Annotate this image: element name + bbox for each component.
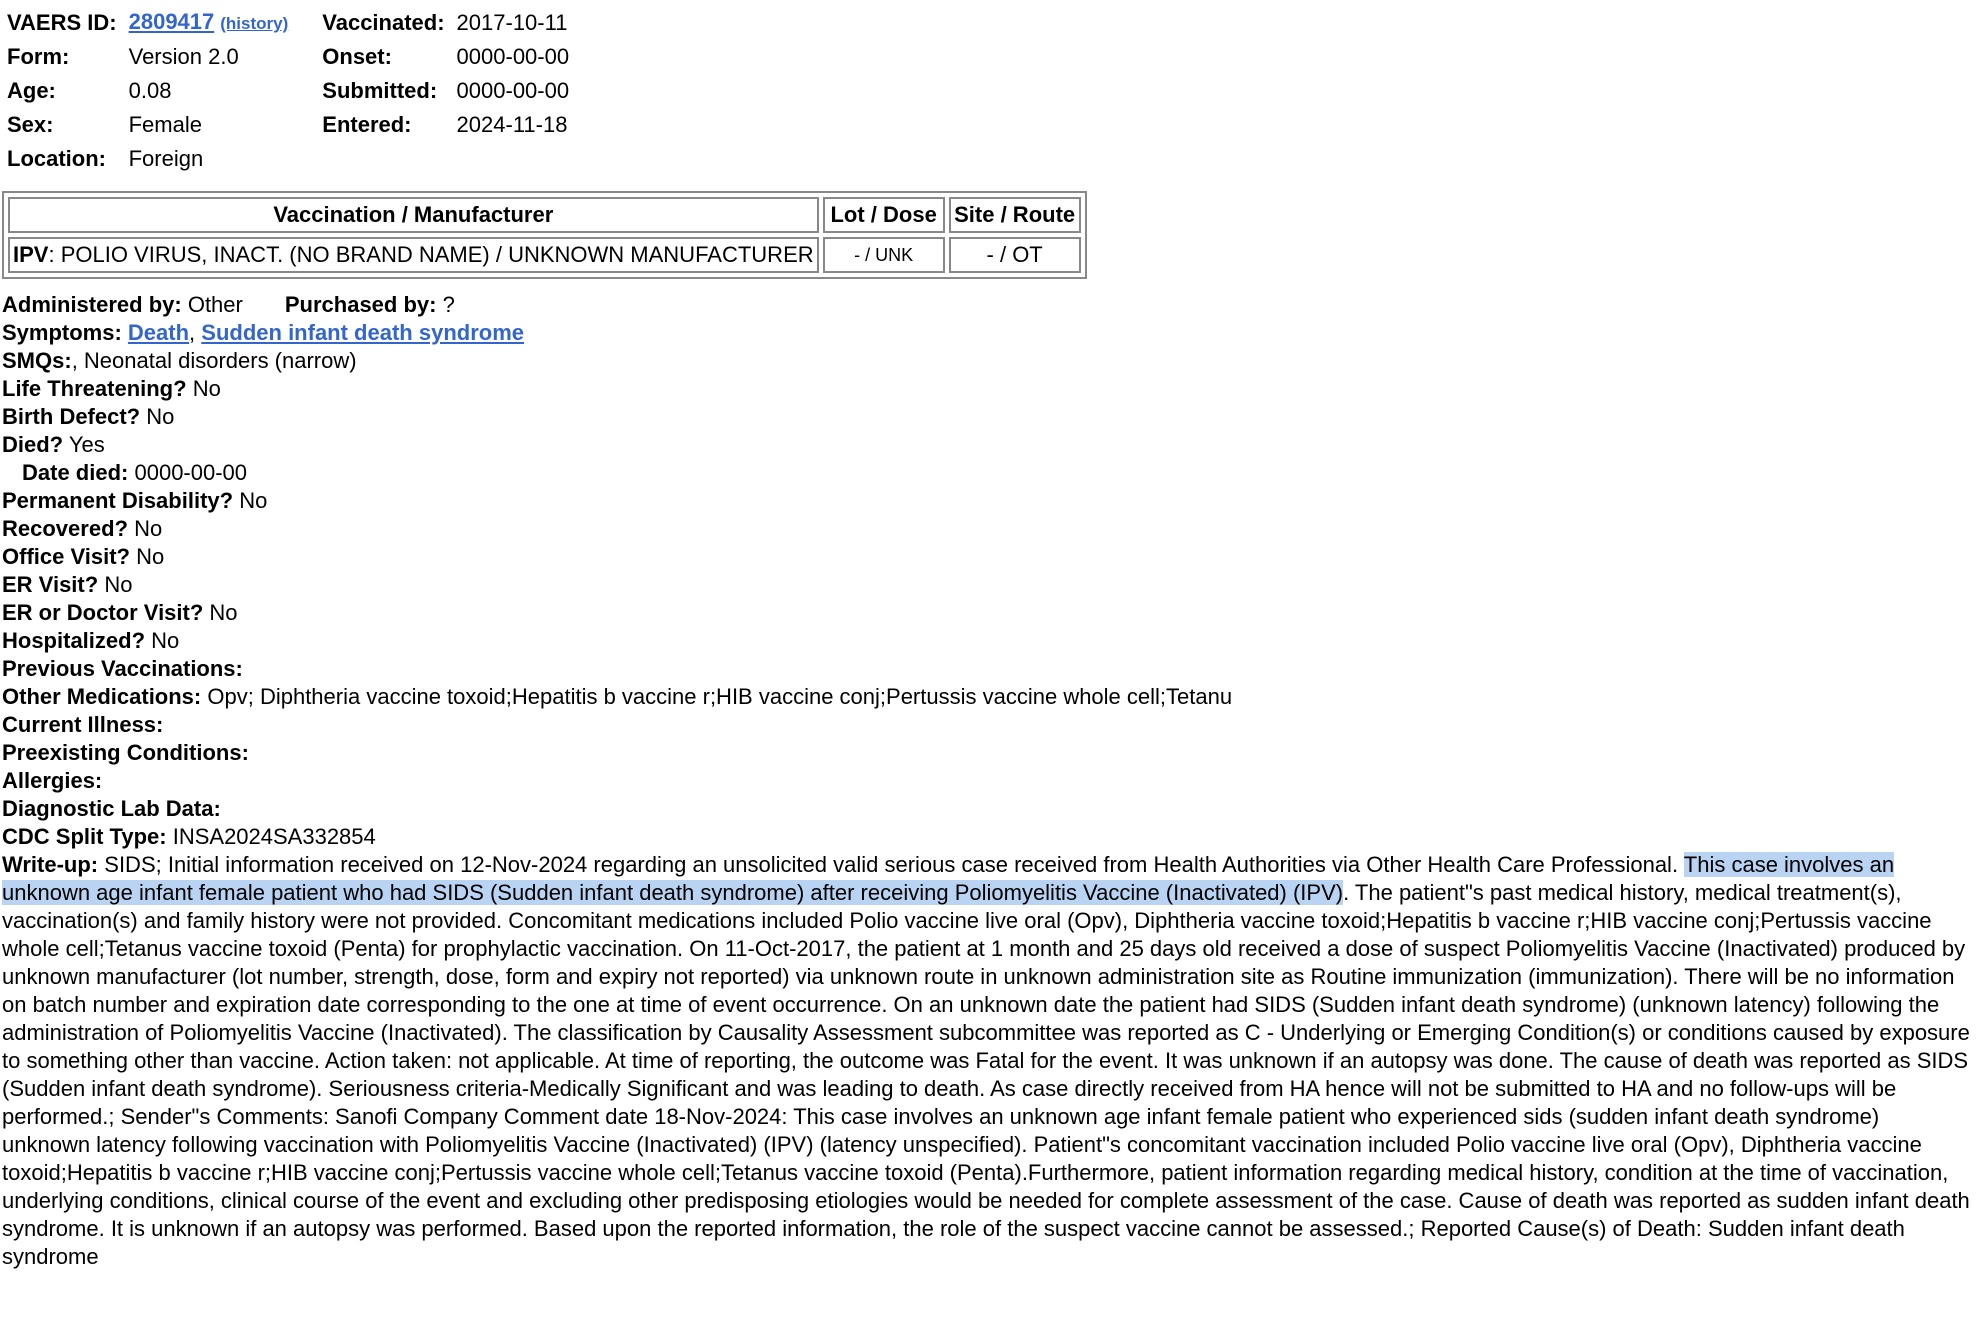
died-label: Died?	[2, 432, 64, 457]
died-value: Yes	[68, 432, 105, 457]
symptoms-row	[2, 319, 1980, 347]
er-visit-value: No	[104, 572, 133, 597]
writeup-text-continued: . The patient"s past medical history, medical treatment(s), vaccination(s) and family history were not provided. Concomitant medications included Polio vaccine live oral (Opv), Diphtheria vaccine toxoid;Hepatitis b vaccine r;HIB vaccine conj;Pertussis vaccine whole cell;Tetanus vaccine toxoid (Penta) for prophylactic vaccination. On 11-Oct-2017, the patient at 1 month and 25 days old received a dose of suspect Poliomyelitis Vaccine (Inactivated) produced by unknown manufacturer (lot number, strength, dose, form and expiry not reported) via unknown route in unknown administration site as Routine immunization (immunization). There will be no information on batch number and expiration date corresponding to the one at time of event occurrence. On an unknown date the patient had SIDS (Sudden infant death syndrome) (unknown latency) following the administration of Poliomyelitis Vaccine (Inactivated). The classification by Causality Assessment subcommittee was reported as C - Underlying or Emerging Condition(s) or conditions caused by exposure to something other than vaccine. Action taken: not applicable. At time of reporting, the outcome was Fatal for the event. It was unknown if an autopsy was done. The cause of death was reported as SIDS (Sudden infant death syndrome). Seriousness criteria-Medically Significant and was leading to death. As case directly received from HA hence will not be submitted to HA and no follow-ups will be performed.; Sender"s Comments: Sanofi Company Comment date 18-Nov-2024: This case involves an unknown age infant female patient who experienced sids (sudden infant death syndrome) unknown latency following vaccination with Poliomyelitis Vaccine (Inactivated) (IPV) (latency unspecified). Patient"s concomitant vaccination included Polio vaccine live oral (Opv), Diphtheria vaccine toxoid;Hepatitis b vaccine r;HIB vaccine conj;Pertussis vaccine whole cell;Tetanus vaccine toxoid (Penta).Furthermore, patient information regarding medical history, condition at the time of vaccination, underlying conditions, clinical course of the event and excluding other predisposing etiologies would be needed for complete assessment of the case. Cause of death was reported as sudden infant death syndrome. It is unknown if an autopsy was performed. Based upon the reported information, the role of the suspect vaccine cannot be assessed.; Reported Cause(s) of Death: Sudden infant death syndrome	[2, 880, 1970, 1269]
administered-by-label: Administered by:	[2, 292, 182, 317]
allergies-row	[2, 767, 1980, 795]
onset-value: 0000-00-00	[456, 44, 570, 69]
site-route-cell: - / OT	[949, 237, 1081, 273]
birth-defect-row	[2, 403, 1980, 431]
history-link[interactable]: (history)	[220, 14, 289, 33]
other-medications-row	[2, 683, 1980, 711]
permanent-disability-value: No	[239, 488, 268, 513]
writeup-text: SIDS; Initial information received on 12-Nov-2024 regarding an unsolicited valid serious case received from Health Authorities via Other Health Care Professional.	[104, 852, 1684, 877]
diagnostic-lab-data-label: Diagnostic Lab Data:	[2, 796, 221, 821]
recovered-row	[2, 515, 1980, 543]
report-fields	[2, 291, 1980, 851]
previous-vaccinations-row	[2, 655, 1980, 683]
hospitalized-value: No	[151, 628, 180, 653]
permanent-disability-label: Permanent Disability?	[2, 488, 234, 513]
birth-defect-value: No	[146, 404, 175, 429]
allergies-label: Allergies:	[2, 768, 103, 793]
previous-vaccinations-label: Previous Vaccinations:	[2, 656, 243, 681]
preexisting-conditions-label: Preexisting Conditions:	[2, 740, 249, 765]
vaccine-code: IPV	[13, 242, 49, 267]
onset-label: Onset:	[322, 44, 392, 69]
er-doctor-visit-value: No	[209, 600, 238, 625]
sex-value: Female	[128, 112, 202, 137]
table-row	[8, 237, 1081, 273]
age-label: Age:	[7, 78, 56, 103]
date-died-row	[2, 459, 1980, 487]
vaccination-table	[2, 191, 1087, 279]
er-visit-label: ER Visit?	[2, 572, 99, 597]
form-label: Form:	[7, 44, 70, 69]
writeup-selected-text: This case involves an unknown age infant female patient who had SIDS (Sudden infant death syndrome) after receiving Poliomyelitis Vaccine (Inactivated) (IPV)	[2, 852, 1895, 905]
column-header-lot-dose: Lot / Dose	[823, 197, 945, 233]
column-header-site-route: Site / Route	[949, 197, 1081, 233]
date-died-value: 0000-00-00	[134, 460, 248, 485]
symptoms-label: Symptoms:	[2, 320, 122, 345]
vaccination-cell	[8, 237, 819, 273]
smqs-row	[2, 347, 1980, 375]
er-visit-row	[2, 571, 1980, 599]
hospitalized-row	[2, 627, 1980, 655]
purchased-by-value: ?	[442, 292, 455, 317]
entered-value: 2024-11-18	[456, 112, 568, 137]
vaccine-description: : POLIO VIRUS, INACT. (NO BRAND NAME) / UNKNOWN MANUFACTURER	[48, 242, 814, 267]
other-medications-value: Opv; Diphtheria vaccine toxoid;Hepatitis b vaccine r;HIB vaccine conj;Pertussis vaccine whole cell;Tetanu	[207, 684, 1233, 709]
er-doctor-visit-label: ER or Doctor Visit?	[2, 600, 204, 625]
preexisting-conditions-row	[2, 739, 1980, 767]
symptom-separator: ,	[189, 320, 196, 345]
column-header-vaccination: Vaccination / Manufacturer	[8, 197, 819, 233]
office-visit-label: Office Visit?	[2, 544, 130, 569]
hospitalized-label: Hospitalized?	[2, 628, 146, 653]
age-value: 0.08	[128, 78, 172, 103]
administered-purchased-row	[2, 291, 1980, 319]
report-header	[3, 6, 573, 176]
location-label: Location:	[7, 146, 106, 171]
cdc-split-type-row	[2, 823, 1980, 851]
entered-label: Entered:	[322, 112, 412, 137]
date-died-label: Date died:	[22, 460, 129, 485]
smqs-label: SMQs:	[2, 348, 72, 373]
vaccinated-label: Vaccinated:	[322, 10, 445, 35]
writeup-section	[2, 851, 1970, 1271]
diagnostic-lab-data-row	[2, 795, 1980, 823]
submitted-value: 0000-00-00	[456, 78, 570, 103]
office-visit-value: No	[136, 544, 165, 569]
location-value: Foreign	[128, 146, 204, 171]
life-threatening-label: Life Threatening?	[2, 376, 187, 401]
cdc-split-type-value: INSA2024SA332854	[172, 824, 376, 849]
recovered-label: Recovered?	[2, 516, 128, 541]
died-row	[2, 431, 1980, 459]
administered-by-value: Other	[187, 292, 243, 317]
sex-label: Sex:	[7, 112, 54, 137]
life-threatening-row	[2, 375, 1980, 403]
permanent-disability-row	[2, 487, 1980, 515]
symptom-link-sids[interactable]: Sudden infant death syndrome	[201, 320, 524, 345]
birth-defect-label: Birth Defect?	[2, 404, 141, 429]
er-doctor-visit-row	[2, 599, 1980, 627]
other-medications-label: Other Medications:	[2, 684, 202, 709]
current-illness-label: Current Illness:	[2, 712, 164, 737]
vaers-id-link[interactable]: 2809417	[128, 9, 215, 34]
form-value: Version 2.0	[128, 44, 239, 69]
writeup-label: Write-up:	[2, 852, 99, 877]
smqs-value: , Neonatal disorders (narrow)	[71, 348, 357, 373]
vaers-id-label: VAERS ID:	[7, 10, 117, 35]
cdc-split-type-label: CDC Split Type:	[2, 824, 167, 849]
vaccination-table-header	[8, 197, 1081, 233]
recovered-value: No	[134, 516, 163, 541]
submitted-label: Submitted:	[322, 78, 438, 103]
lot-dose-cell: - / UNK	[823, 237, 945, 273]
symptom-link-death[interactable]: Death	[127, 320, 190, 345]
purchased-by-label: Purchased by:	[284, 292, 437, 317]
current-illness-row	[2, 711, 1980, 739]
vaccinated-value: 2017-10-11	[456, 10, 568, 35]
office-visit-row	[2, 543, 1980, 571]
life-threatening-value: No	[192, 376, 221, 401]
